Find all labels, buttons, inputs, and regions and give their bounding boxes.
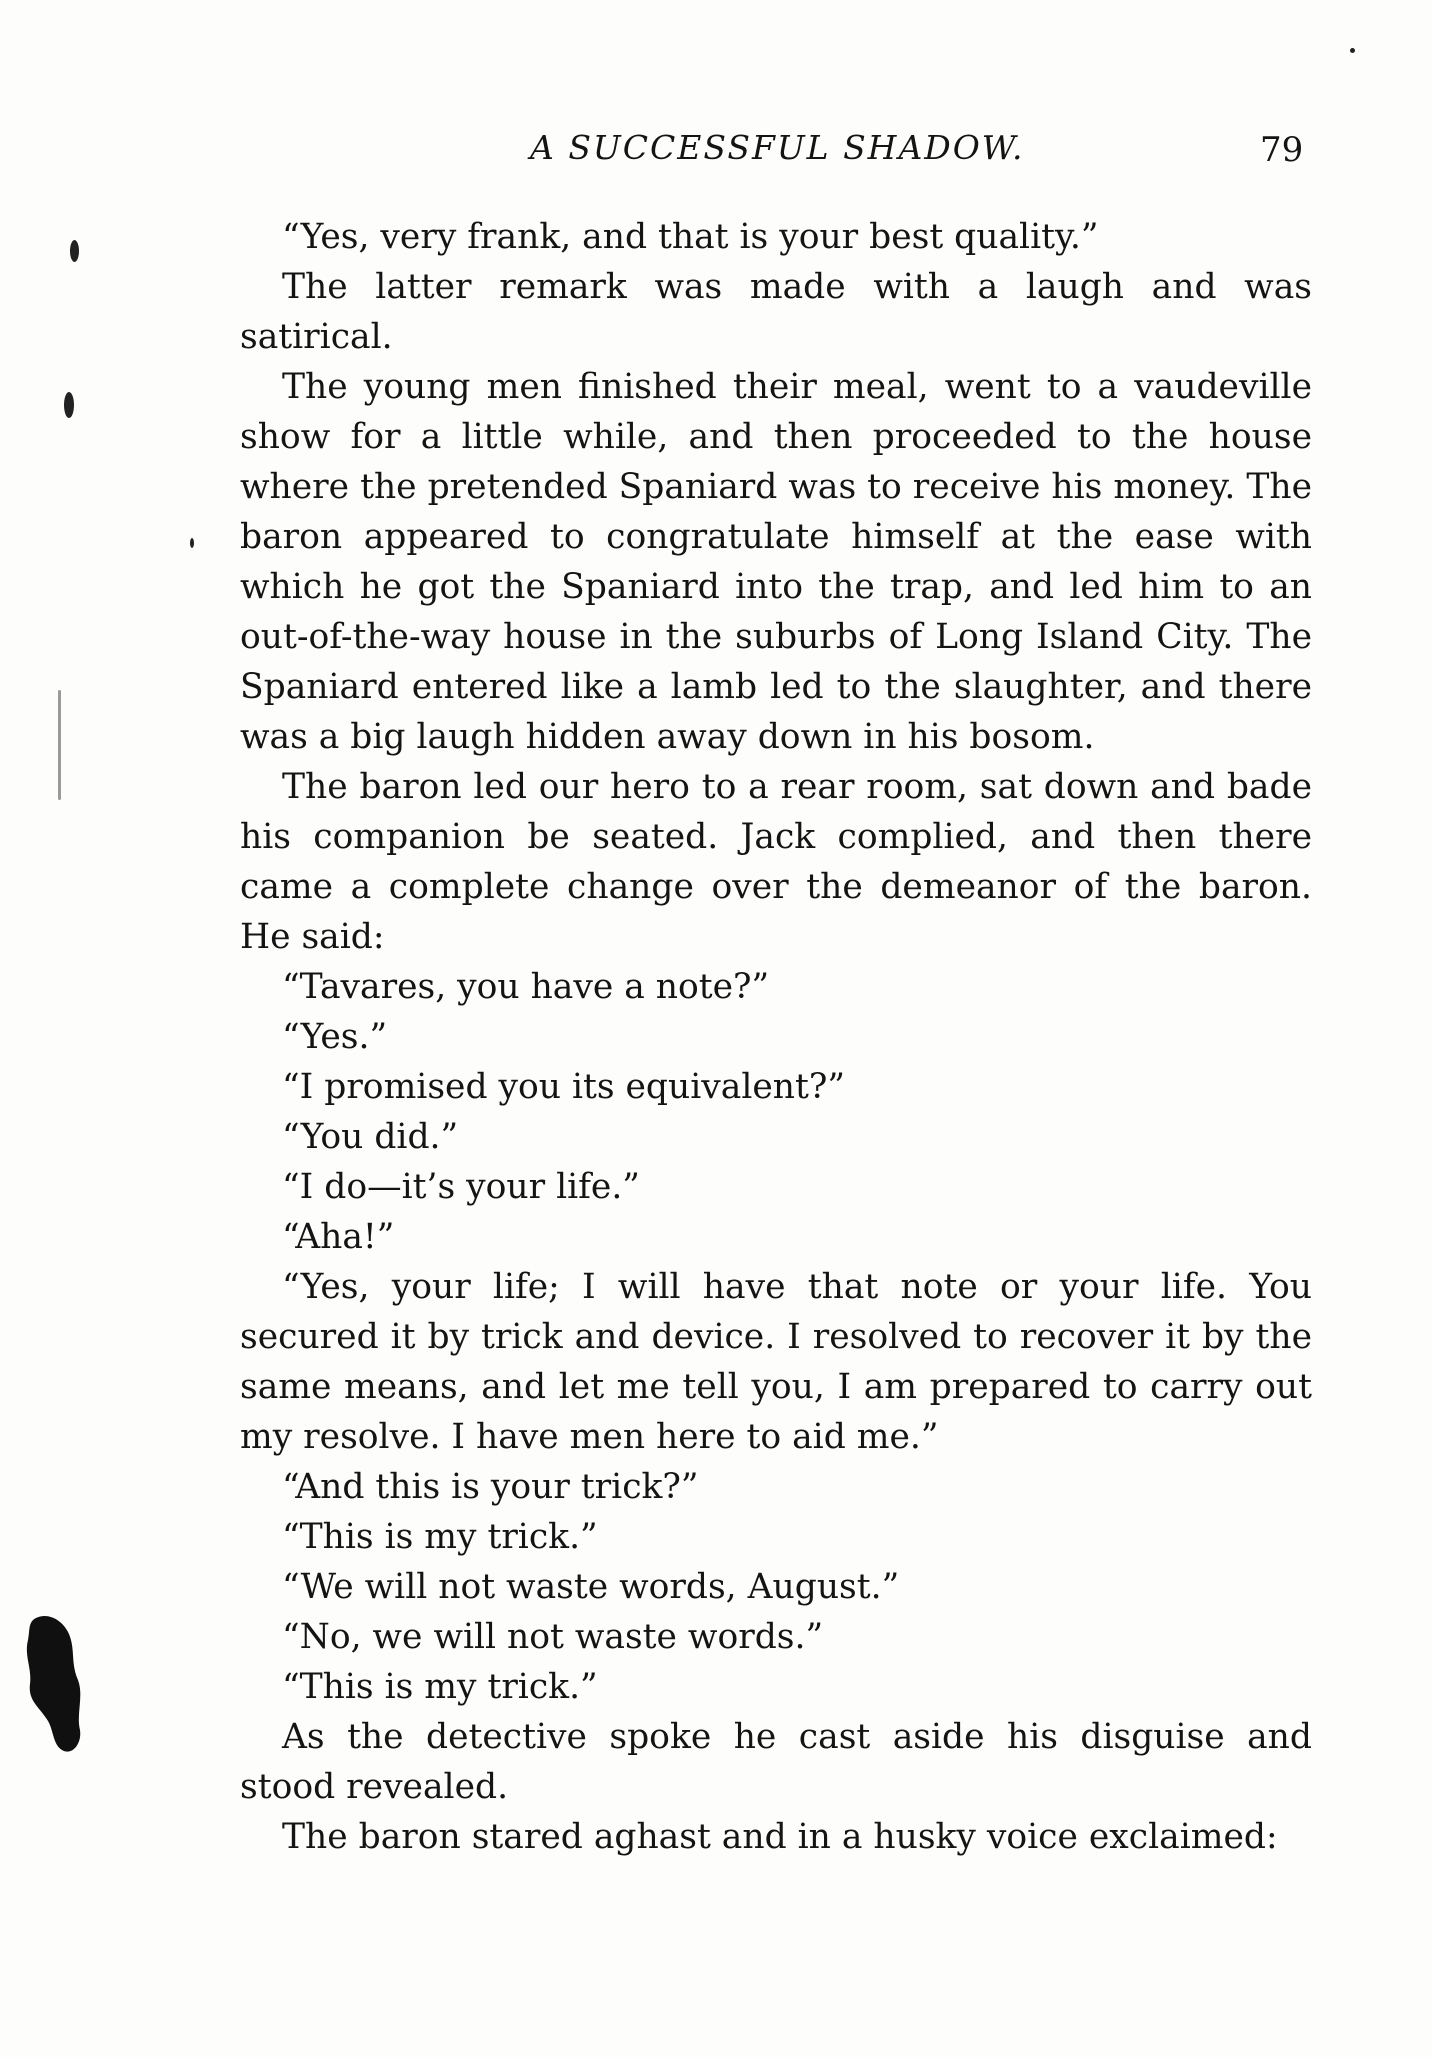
paragraph: “Tavares, you have a note?” — [282, 967, 770, 1007]
paragraph: The baron led our hero to a rear room, sat down and bade his companion be seated. Jack complied, and then there came a complete change over the demeanor of the baron. He said: — [240, 767, 1312, 957]
paragraph: As the detective spoke he cast aside his disguise and stood revealed. — [240, 1717, 1312, 1807]
paragraph: “I do—it’s your life.” — [282, 1167, 640, 1207]
paragraph: “And this is your trick?” — [282, 1467, 699, 1507]
paragraph: The young men finished their meal, went to a vaudeville show for a little while, and then proceeded to the house where the pretended Spaniard was to receive his money. The baron appeared to congratulate himself at the ease with which he got the Spaniard into the trap, and led him to an out-of-the-way house in the suburbs of Long Island City. The Spaniard entered like a lamb led to the slaughter, and there was a big laugh hidden away down in his bosom. — [240, 367, 1312, 757]
paragraph: “Yes, very frank, and that is your best quality.” — [282, 217, 1099, 257]
paragraph: “I promised you its equivalent?” — [282, 1067, 846, 1107]
margin-speck — [1350, 48, 1355, 53]
paragraph: The latter remark was made with a laugh and was satirical. — [240, 267, 1312, 357]
page-body — [240, 212, 1312, 1862]
margin-speck — [64, 392, 74, 418]
paragraph: “Aha!” — [282, 1217, 395, 1257]
paragraph: “Yes, your life; I will have that note or your life. You secured it by trick and device. I resolved to recover it by the same means, and let me tell you, I am prepared to carry out my resolve. I have men here to aid me.” — [240, 1267, 1312, 1457]
paragraph: “No, we will not waste words.” — [282, 1617, 824, 1657]
ink-blot — [18, 1610, 88, 1760]
paragraph: “This is my trick.” — [282, 1517, 598, 1557]
running-title: A SUCCESSFUL SHADOW. — [530, 128, 1025, 167]
paragraph: “This is my trick.” — [282, 1667, 598, 1707]
paragraph: “We will not waste words, August.” — [282, 1567, 900, 1607]
margin-speck — [70, 240, 79, 262]
paragraph: “Yes.” — [282, 1017, 388, 1057]
paragraph: The baron stared aghast and in a husky voice exclaimed: — [282, 1817, 1278, 1857]
paragraph: “You did.” — [282, 1117, 459, 1157]
page-number: 79 — [1260, 130, 1304, 170]
margin-speck — [190, 538, 194, 548]
margin-speck — [58, 690, 61, 800]
